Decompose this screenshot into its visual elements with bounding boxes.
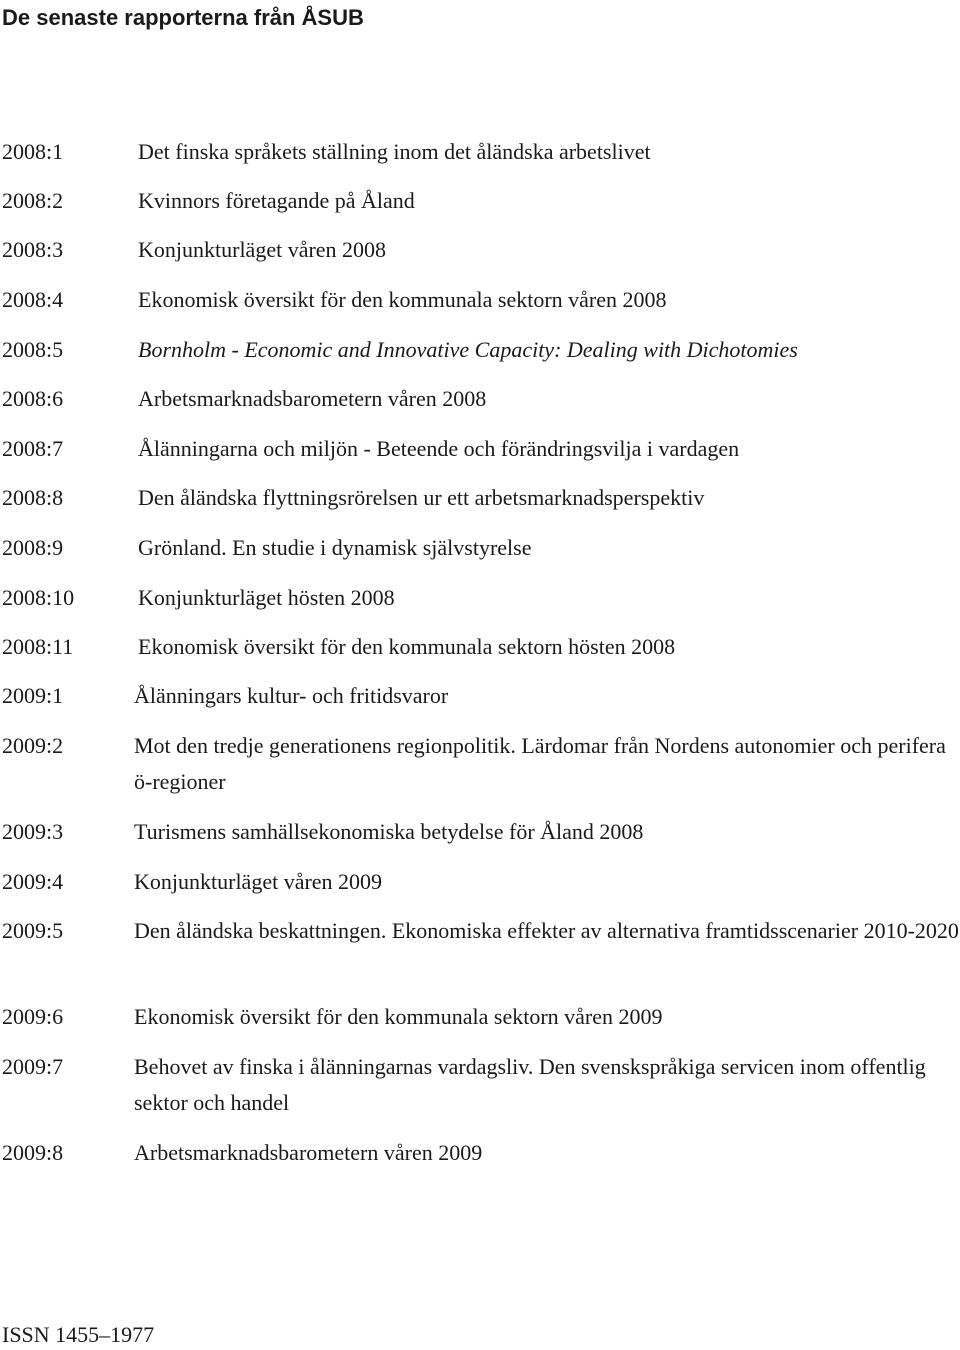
report-number: 2008:11 bbox=[2, 634, 74, 659]
report-number: 2008:3 bbox=[2, 237, 64, 262]
report-number: 2009:7 bbox=[2, 1054, 64, 1079]
report-title: Ålänningars kultur- och fritidsvaror bbox=[134, 683, 449, 708]
report-title: Konjunkturläget hösten 2008 bbox=[138, 585, 395, 610]
report-number: 2008:1 bbox=[2, 139, 64, 164]
report-title: Grönland. En studie i dynamisk självstyrelse bbox=[138, 535, 532, 560]
report-title: Kvinnors företagande på Åland bbox=[138, 188, 415, 213]
report-title: Den åländska beskattningen. Ekonomiska effekter av alternativa framtidsscenarier 2010-2020 bbox=[134, 918, 959, 943]
report-title: Ekonomisk översikt för den kommunala sektorn våren 2009 bbox=[134, 1004, 663, 1029]
issn-number: ISSN 1455–1977 bbox=[2, 1322, 155, 1347]
report-title: Ekonomisk översikt för den kommunala sektorn våren 2008 bbox=[138, 287, 667, 312]
report-number: 2008:10 bbox=[2, 585, 75, 610]
report-number: 2009:6 bbox=[2, 1004, 64, 1029]
report-title: Den åländska flyttningsrörelsen ur ett arbetsmarknadsperspektiv bbox=[138, 485, 705, 510]
report-number: 2008:7 bbox=[2, 436, 64, 461]
report-title: Ålänningarna och miljön - Beteende och förändringsvilja i vardagen bbox=[138, 436, 740, 461]
report-number: 2008:6 bbox=[2, 386, 64, 411]
report-number: 2009:2 bbox=[2, 733, 64, 758]
report-title: Bornholm - Economic and Innovative Capacity: Dealing with Dichotomies bbox=[138, 337, 798, 362]
report-number: 2009:3 bbox=[2, 819, 64, 844]
report-title: Konjunkturläget våren 2009 bbox=[134, 869, 383, 894]
report-number: 2009:5 bbox=[2, 918, 64, 943]
report-title: Arbetsmarknadsbarometern våren 2008 bbox=[138, 386, 487, 411]
report-number: 2008:2 bbox=[2, 188, 64, 213]
report-title: Behovet av finska i ålänningarnas vardagsliv. Den svenskspråkiga servicen inom offentlig sektor och handel bbox=[134, 1054, 926, 1115]
report-title: Turismens samhällsekonomiska betydelse för Åland 2008 bbox=[134, 819, 644, 844]
report-number: 2008:4 bbox=[2, 287, 64, 312]
report-title: Det finska språkets ställning inom det åländska arbetslivet bbox=[138, 139, 651, 164]
report-title: Mot den tredje generationens regionpolitik. Lärdomar från Nordens autonomier och perifera ö-regioner bbox=[134, 733, 946, 794]
report-title: Ekonomisk översikt för den kommunala sektorn hösten 2008 bbox=[138, 634, 676, 659]
report-number: 2008:9 bbox=[2, 535, 64, 560]
report-number: 2009:1 bbox=[2, 683, 64, 708]
report-number: 2009:4 bbox=[2, 869, 64, 894]
report-number: 2009:8 bbox=[2, 1140, 64, 1165]
report-number: 2008:5 bbox=[2, 337, 64, 362]
report-title: Konjunkturläget våren 2008 bbox=[138, 237, 387, 262]
report-number: 2008:8 bbox=[2, 485, 64, 510]
report-title: Arbetsmarknadsbarometern våren 2009 bbox=[134, 1140, 483, 1165]
page-heading: De senaste rapporterna från ÅSUB bbox=[2, 5, 364, 30]
